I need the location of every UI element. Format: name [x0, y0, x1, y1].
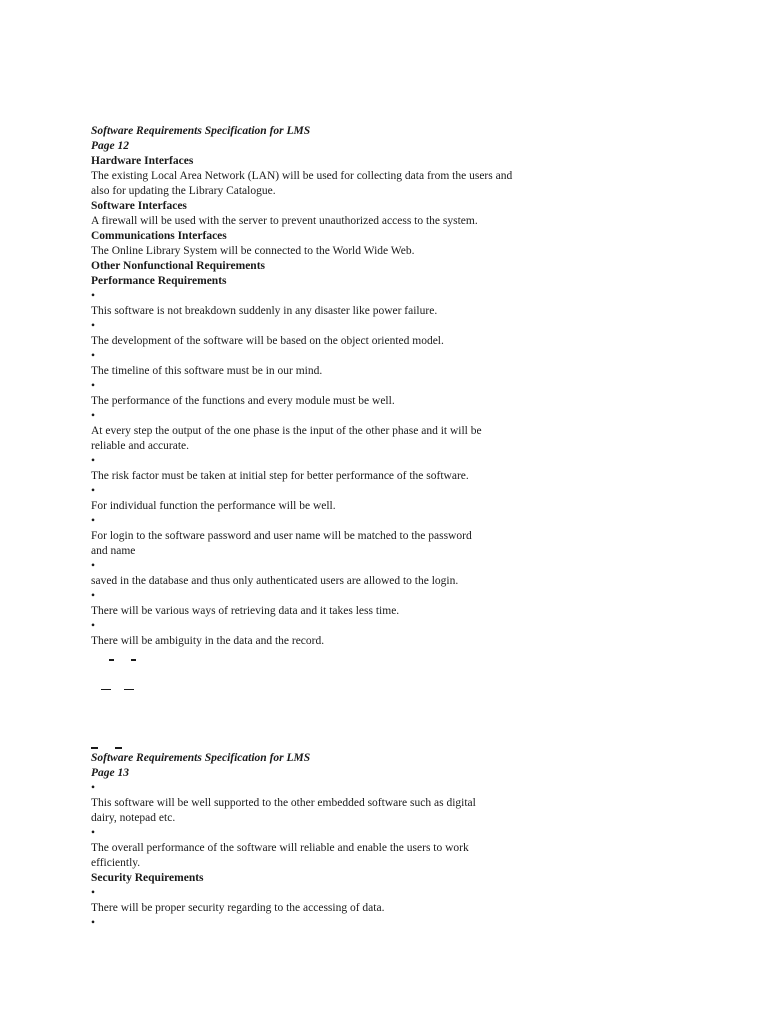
bullet-marker: •: [91, 887, 96, 899]
bullet-marker: •: [91, 782, 96, 794]
bullet-item-text: There will be proper security regarding to the accessing of data.: [91, 902, 385, 914]
page-break-mark: [101, 689, 111, 690]
hardware-interfaces-text-line-2: also for updating the Library Catalogue.: [91, 185, 276, 197]
bullet-marker: •: [91, 320, 96, 332]
bullet-item-text: For individual function the performance will be well.: [91, 500, 336, 512]
bullet-item-text: The overall performance of the software will reliable and enable the users to work: [91, 842, 469, 854]
page-number: Page 13: [91, 767, 130, 779]
bullet-marker: •: [91, 455, 96, 467]
hardware-interfaces-heading: Hardware Interfaces: [91, 155, 194, 167]
bullet-item-text: dairy, notepad etc.: [91, 812, 176, 824]
bullet-item-text: For login to the software password and user name will be matched to the password: [91, 530, 472, 542]
page-13: [91, 751, 561, 931]
bullet-item-text: The performance of the functions and every module must be well.: [91, 395, 395, 407]
bullet-marker: •: [91, 827, 96, 839]
bullet-marker: •: [91, 380, 96, 392]
software-interfaces-text: A firewall will be used with the server to prevent unauthorized access to the system.: [91, 215, 478, 227]
security-bullet-list: [91, 886, 561, 916]
performance-bullet-list: [91, 289, 561, 649]
security-requirements-heading: Security Requirements: [91, 872, 204, 884]
page-break-mark: [109, 659, 114, 661]
bullet-marker: •: [91, 515, 96, 527]
bullet-marker: •: [91, 590, 96, 602]
page-13-bullet-list: [91, 781, 561, 871]
page-break-mark: [91, 747, 98, 749]
page-break-artifacts: [91, 652, 561, 752]
software-interfaces-heading: Software Interfaces: [91, 200, 187, 212]
hardware-interfaces-text-line-1: The existing Local Area Network (LAN) will be used for collecting data from the users and: [91, 170, 513, 182]
document-title: Software Requirements Specification for LMS: [91, 125, 311, 137]
page-break-mark: [115, 747, 122, 749]
bullet-item-text: reliable and accurate.: [91, 440, 190, 452]
bullet-item-text: There will be ambiguity in the data and the record.: [91, 635, 325, 647]
bullet-item-text: The timeline of this software must be in our mind.: [91, 365, 323, 377]
bullet-marker: •: [91, 485, 96, 497]
bullet-marker: •: [91, 290, 96, 302]
page-12: [91, 124, 561, 649]
bullet-item-text: The development of the software will be based on the object oriented model.: [91, 335, 444, 347]
document-title: Software Requirements Specification for LMS: [91, 752, 311, 764]
bullet-marker: •: [91, 560, 96, 572]
performance-requirements-heading: Performance Requirements: [91, 275, 227, 287]
page-break-mark: [124, 689, 134, 690]
bullet-marker: •: [91, 350, 96, 362]
bullet-item-text: and name: [91, 545, 136, 557]
bullet-marker: •: [91, 917, 96, 929]
bullet-item-text: This software is not breakdown suddenly in any disaster like power failure.: [91, 305, 438, 317]
communications-interfaces-text: The Online Library System will be connected to the World Wide Web.: [91, 245, 415, 257]
bullet-item-text: The risk factor must be taken at initial step for better performance of the software.: [91, 470, 469, 482]
bullet-item-text: At every step the output of the one phase is the input of the other phase and it will be: [91, 425, 482, 437]
page-break-mark: [131, 659, 136, 661]
bullet-item-text: efficiently.: [91, 857, 141, 869]
bullet-item-text: There will be various ways of retrieving data and it takes less time.: [91, 605, 400, 617]
bullet-marker: •: [91, 410, 96, 422]
communications-interfaces-heading: Communications Interfaces: [91, 230, 227, 242]
bullet-marker: •: [91, 620, 96, 632]
bullet-item-text: This software will be well supported to the other embedded software such as digital: [91, 797, 476, 809]
bullet-item-text: saved in the database and thus only authenticated users are allowed to the login.: [91, 575, 459, 587]
nonfunctional-requirements-heading: Other Nonfunctional Requirements: [91, 260, 265, 272]
page-number: Page 12: [91, 140, 130, 152]
